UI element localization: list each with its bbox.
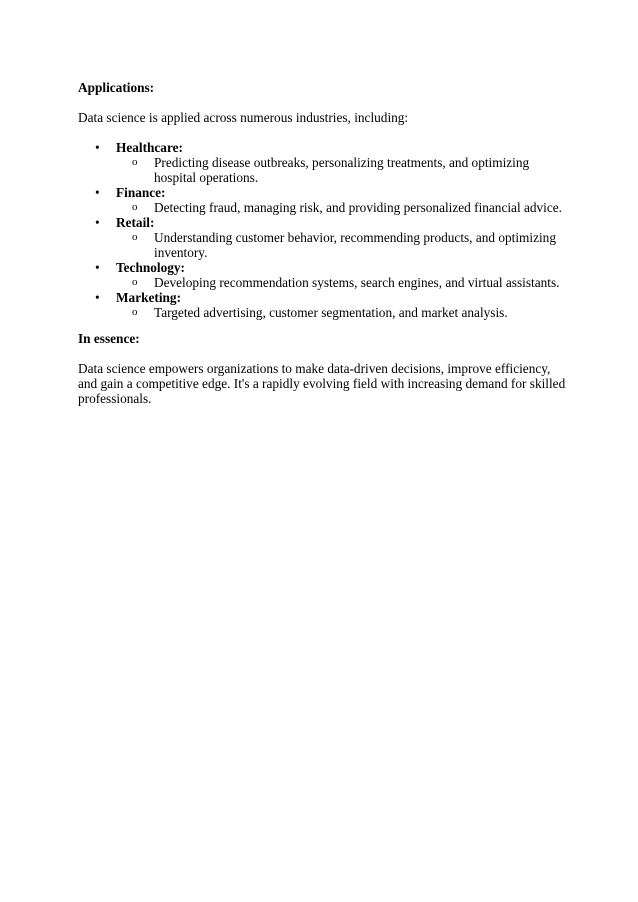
essence-paragraph: Data science empowers organizations to make data-driven decisions, improve efficiency, and gain a competitive edge. It's a rapidly evolving field with increasing demand for skilled professionals. <box>78 361 566 406</box>
sub-list-item <box>116 200 568 215</box>
industry-name: Healthcare: <box>116 140 183 155</box>
list-item-technology <box>78 260 568 290</box>
industry-detail: Predicting disease outbreaks, personalizing treatments, and optimizing hospital operations. <box>154 155 530 185</box>
sub-bullet-icon: o <box>132 306 138 318</box>
sub-list-item <box>116 305 568 320</box>
bullet-icon: • <box>95 140 100 155</box>
sub-bullet-icon: o <box>132 156 138 168</box>
industry-detail: Targeted advertising, customer segmentation, and market analysis. <box>154 305 508 320</box>
essence-heading: In essence: <box>78 331 140 346</box>
sub-list-item <box>116 155 568 185</box>
sub-list-item <box>116 275 568 290</box>
industry-detail: Detecting fraud, managing risk, and providing personalized financial advice. <box>154 200 562 215</box>
industry-detail: Developing recommendation systems, search engines, and virtual assistants. <box>154 275 560 290</box>
industry-name: Marketing: <box>116 290 181 305</box>
list-item-marketing <box>78 290 568 320</box>
industry-name: Retail: <box>116 215 155 230</box>
industry-name: Finance: <box>116 185 166 200</box>
bullet-icon: • <box>95 290 100 305</box>
list-item-finance <box>78 185 568 215</box>
sub-bullet-icon: o <box>132 276 138 288</box>
sub-bullet-icon: o <box>132 201 138 213</box>
bullet-icon: • <box>95 185 100 200</box>
bullet-icon: • <box>95 215 100 230</box>
applications-intro: Data science is applied across numerous industries, including: <box>78 110 409 125</box>
sub-bullet-icon: o <box>132 231 138 243</box>
list-item-retail <box>78 215 568 260</box>
sub-list-item <box>116 230 568 260</box>
applications-heading: Applications: <box>78 80 155 95</box>
industry-detail: Understanding customer behavior, recommending products, and optimizing inventory. <box>154 230 556 260</box>
bullet-icon: • <box>95 260 100 275</box>
list-item-healthcare <box>78 140 568 185</box>
industry-name: Technology: <box>116 260 185 275</box>
industry-list <box>78 140 568 320</box>
